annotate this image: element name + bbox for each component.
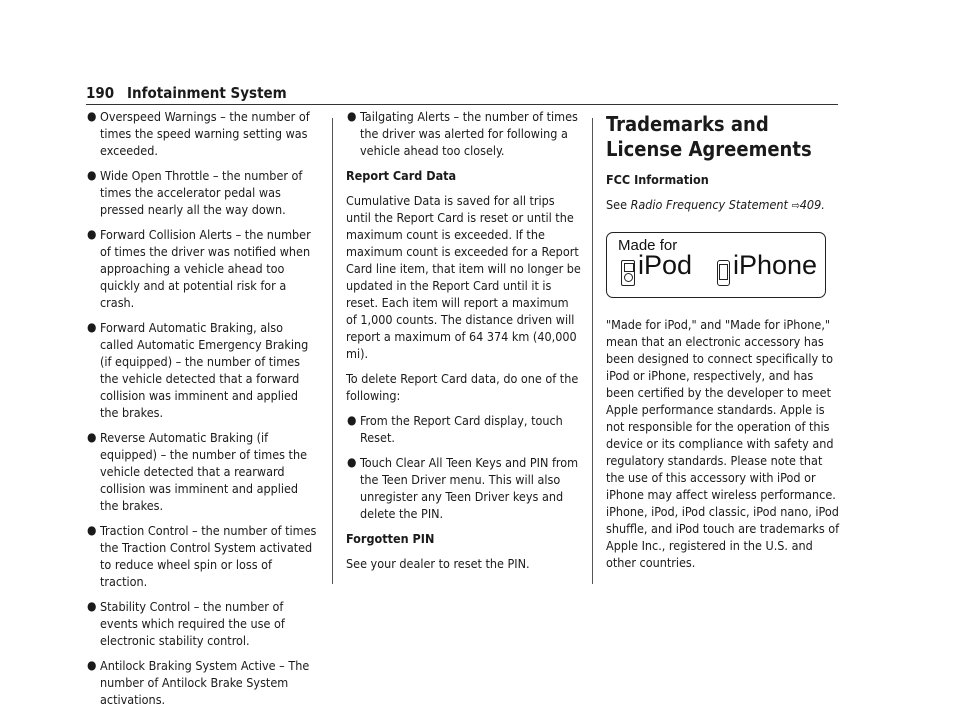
iphone-label: iPhone <box>733 250 818 280</box>
section-title: Infotainment System <box>127 84 287 102</box>
list-item: ● Reverse Automatic Braking (if equipped) – the number of times the vehicle detected that a rearward collision was imminent and applied the brakes. <box>87 430 308 513</box>
fcc-reference: See Radio Frequency Statement ⇨409. <box>606 197 825 212</box>
fcc-heading: FCC Information <box>606 172 709 187</box>
iphone-icon <box>717 260 730 286</box>
page-reference[interactable]: 409. <box>799 197 825 212</box>
bullet-icon: ● <box>87 109 97 123</box>
report-card-paragraph: Cumulative Data is saved for all trips until the Report Card is reset or until the maximum count is exceeded. If the maximum count is exceeded for a Report Card line item, that item will no longer be updated in the Report Card until it is reset. Each item will report a maximum of 1,000 counts. The distance driven will report a maximum of 64 374 km (40,000 mi). <box>346 193 581 361</box>
list-item: ● Traction Control – the number of times the Traction Control System activated to reduce wheel spin or loss of traction. <box>87 523 317 589</box>
list-item: ● Tailgating Alerts – the number of times the driver was alerted for following a vehicle ahead too closely. <box>347 109 578 158</box>
list-item: ● Touch Clear All Teen Keys and PIN from the Teen Driver menu. This will also unregister any Teen Driver keys and delete the PIN. <box>347 455 579 521</box>
report-card-heading: Report Card Data <box>346 168 457 183</box>
forgotten-pin-heading: Forgotten PIN <box>346 531 435 546</box>
delete-instructions: To delete Report Card data, do one of the following: <box>346 371 579 403</box>
bullet-icon: ● <box>87 227 97 241</box>
tailgating-list <box>346 108 582 159</box>
list-item: ● Forward Collision Alerts – the number of times the driver was notified when approaching a vehicle ahead too quickly and at potential risk for a crash. <box>87 227 311 310</box>
bullet-icon: ● <box>87 430 97 444</box>
column-3 <box>606 108 840 579</box>
bullet-icon: ● <box>87 168 97 182</box>
bullet-icon: ● <box>87 320 97 334</box>
made-for-label: Made for <box>618 237 678 254</box>
delete-steps-list <box>346 412 582 522</box>
column-divider <box>332 118 333 584</box>
bullet-icon: ● <box>87 523 97 537</box>
list-item: ● Antilock Braking System Active – The number of Antilock Brake System activations. <box>87 658 310 707</box>
bullet-icon: ● <box>347 413 357 427</box>
forgotten-pin-paragraph: See your dealer to reset the PIN. <box>346 556 530 571</box>
column-divider <box>592 118 593 584</box>
list-item: ● Forward Automatic Braking, also called Automatic Emergency Braking (if equipped) – the number of times the vehicle detected that a forward collision was imminent and applied the brakes. <box>87 320 309 420</box>
bullet-icon: ● <box>347 109 357 123</box>
apple-disclaimer-paragraph: "Made for iPod," and "Made for iPhone," mean that an electronic accessory has been designed to connect specifically to iPod or iPhone, respectively, and has been certified by the developer to meet Apple performance standards. Apple is not responsible for the operation of this device or its compliance with safety and regulatory standards. Please note that the use of this accessory with iPod or iPhone may affect wireless performance. iPhone, iPod, iPod classic, iPod nano, iPod shuffle, and iPod touch are trademarks of Apple Inc., registered in the U.S. and other countries. <box>606 317 840 570</box>
bullet-icon: ● <box>347 455 357 469</box>
bullet-icon: ● <box>87 658 97 672</box>
radio-frequency-link[interactable]: Radio Frequency Statement <box>630 197 788 212</box>
ipod-label: iPod <box>638 250 693 280</box>
report-items-list <box>86 108 318 708</box>
page-header <box>86 84 838 106</box>
list-item: ● From the Report Card display, touch Reset. <box>347 413 563 445</box>
ipod-icon <box>621 260 635 286</box>
trademarks-title: Trademarks and License Agreements <box>606 112 812 161</box>
list-item: ● Wide Open Throttle – the number of times the accelerator pedal was pressed nearly all the way down. <box>87 168 303 217</box>
list-item: ● Stability Control – the number of events which required the use of electronic stability control. <box>87 599 285 648</box>
column-1 <box>86 108 318 716</box>
header-rule <box>86 104 838 105</box>
bullet-icon: ● <box>87 599 97 613</box>
made-for-ipod-iphone-logo <box>606 232 826 298</box>
page-number: 190 <box>86 84 115 102</box>
column-2 <box>346 108 582 580</box>
list-item: ● Overspeed Warnings – the number of times the speed warning setting was exceeded. <box>87 109 310 158</box>
page-reference-icon: ⇨ <box>791 199 800 212</box>
